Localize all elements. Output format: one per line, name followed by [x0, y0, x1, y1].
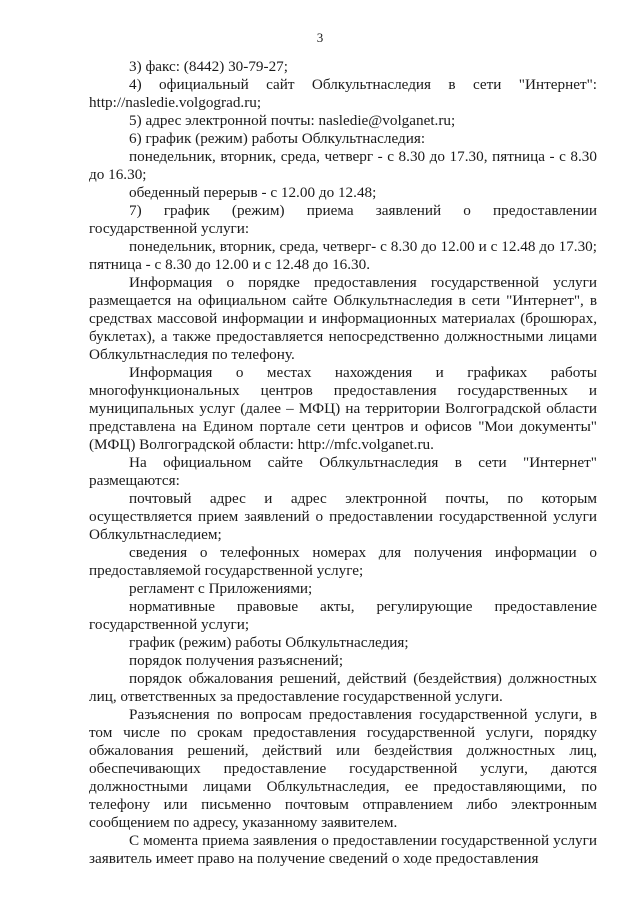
paragraph-postal-address: почтовый адрес и адрес электронной почты, по которым осуществляется прием заявлений о предоставлении государственной услуги Облкультнаследием; [89, 490, 597, 543]
paragraph-email: 5) адрес электронной почты: nasledie@volganet.ru; [129, 112, 456, 129]
paragraph-regulation: регламент с Приложениями; [129, 580, 313, 597]
paragraph-progress-info: С момента приема заявления о предоставлении государственной услуги заявитель имеет право на получение сведений о ходе предоставления [89, 832, 597, 867]
paragraph-info-order: Информация о порядке предоставления государственной услуги размещается на официальном сайте Облкультнаследия в сети "Интернет", в средствах массовой информации и информационных материалах (брошюрах, буклетах), а также предоставляется непосредственно должностными лицами Облкультнаследия по телефону. [89, 274, 597, 363]
paragraph-lunch-break: обеденный перерыв - с 12.00 до 12.48; [129, 184, 377, 201]
paragraph-normative-acts: нормативные правовые акты, регулирующие предоставление государственной услуги; [89, 598, 597, 633]
paragraph-website: 4) официальный сайт Облкультнаследия в сети "Интернет": http://nasledie.volgograd.ru; [89, 76, 597, 111]
paragraph-clarifications: Разъяснения по вопросам предоставления государственной услуги, в том числе по срокам предоставления государственной услуги, порядку обжалования решений, действий или бездействия должностных лиц, обеспечивающих предоставление государственной услуги, даются должностными лицами Облкультнаследия, ее предоставляющими, по телефону или письменно почтовым отправлением либо электронным сообщением по адресу, указанному заявителем. [89, 706, 597, 831]
paragraph-work-schedule: график (режим) работы Облкультнаследия; [129, 634, 409, 651]
paragraph-schedule-weekdays: понедельник, вторник, среда, четверг - с 8.30 до 17.30, пятница - с 8.30 до 16.30; [89, 148, 597, 183]
paragraph-reception-heading: 7) график (режим) приема заявлений о предоставлении государственной услуги: [89, 202, 597, 237]
paragraph-clarification-order: порядок получения разъяснений; [129, 652, 344, 669]
page-number: 3 [316, 30, 324, 45]
paragraph-site-posts: На официальном сайте Облкультнаследия в сети "Интернет" размещаются: [89, 454, 597, 489]
paragraph-fax: 3) факс: (8442) 30-79-27; [129, 58, 288, 75]
paragraph-mfc-info: Информация о местах нахождения и графиках работы многофункциональных центров предоставления государственных и муниципальных услуг (далее – МФЦ) на территории Волгоградской области представлена на Едином портале сети центров и офисов "Мои документы" (МФЦ) Волгоградской области: http://mfc.volganet.ru. [89, 364, 597, 453]
paragraph-schedule-heading: 6) график (режим) работы Облкультнаследия: [129, 130, 426, 147]
paragraph-phone-info: сведения о телефонных номерах для получения информации о предоставляемой государственной услуге; [89, 544, 597, 579]
paragraph-appeal-order: порядок обжалования решений, действий (бездействия) должностных лиц, ответственных за предоставление государственной услуги. [89, 670, 597, 705]
document-body [89, 58, 597, 868]
paragraph-reception-hours: понедельник, вторник, среда, четверг- с 8.30 до 12.00 и с 12.48 до 17.30; пятница - с 8.30 до 12.00 и с 12.48 до 16.30. [89, 238, 597, 273]
